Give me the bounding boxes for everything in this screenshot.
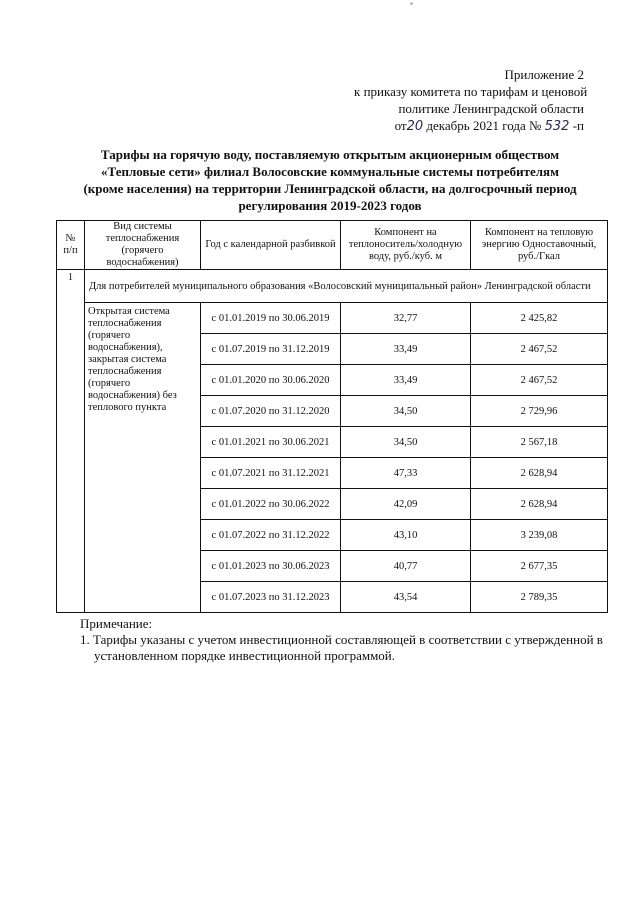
energy-tariff-cell: 2 729,96 (471, 396, 608, 427)
doc-suffix: -п (572, 118, 584, 133)
water-tariff-cell: 32,77 (341, 303, 471, 334)
energy-tariff-cell: 2 467,52 (471, 334, 608, 365)
water-tariff-cell: 40,77 (341, 551, 471, 582)
water-tariff-cell: 47,33 (341, 458, 471, 489)
table-header-row (57, 221, 608, 270)
header-energy-component: Компонент на тепловую энергию Одноставочный, руб./Гкал (471, 221, 608, 270)
document-title (70, 146, 590, 214)
energy-tariff-cell: 2 789,35 (471, 582, 608, 613)
appendix-title: Приложение 2 (504, 67, 584, 82)
note-item-1: 1. Тарифы указаны с учетом инвестиционной составляющей в соответствии с утвержденной в установленном порядке инвестиционной программой. (80, 632, 603, 663)
consumer-description: Для потребителей муниципального образования «Волосовский муниципальный район» Ленинградской области (85, 270, 608, 303)
appendix-order-line: к приказу комитета по тарифам и ценовой (354, 84, 588, 99)
period-cell: с 01.01.2019 по 30.06.2019 (201, 303, 341, 334)
header-system: Вид системы теплоснабжения (горячего водоснабжения) (85, 221, 201, 270)
note-heading: Примечание: (80, 616, 153, 631)
period-cell: с 01.07.2019 по 31.12.2019 (201, 334, 341, 365)
system-type-cell: Открытая система теплоснабжения (горячего водоснабжения), закрытая система теплоснабжения (горячего водоснабжения) без теплового пункта (85, 303, 201, 613)
energy-tariff-cell: 2 628,94 (471, 489, 608, 520)
period-cell: с 01.01.2021 по 30.06.2021 (201, 427, 341, 458)
water-tariff-cell: 42,09 (341, 489, 471, 520)
appendix-block (354, 66, 588, 135)
water-tariff-cell: 33,49 (341, 365, 471, 396)
title-line-4: регулирования 2019-2023 годов (238, 198, 422, 213)
consumer-row (57, 270, 608, 303)
header-npp: № п/п (57, 221, 85, 270)
date-prefix: от (394, 118, 407, 133)
water-tariff-cell: 33,49 (341, 334, 471, 365)
date-rest: декабрь 2021 года № (426, 118, 542, 133)
water-tariff-cell: 34,50 (341, 396, 471, 427)
appendix-date-line (354, 117, 584, 135)
handwritten-day: 20 (406, 119, 424, 134)
tariff-table (56, 220, 608, 613)
period-cell: с 01.01.2020 по 30.06.2020 (201, 365, 341, 396)
appendix-committee-line: политике Ленинградской области (398, 101, 584, 116)
scan-speck (410, 2, 413, 5)
energy-tariff-cell: 2 677,35 (471, 551, 608, 582)
water-tariff-cell: 34,50 (341, 427, 471, 458)
period-cell: с 01.07.2022 по 31.12.2022 (201, 520, 341, 551)
header-period: Год с календарной разбивкой (201, 221, 341, 270)
water-tariff-cell: 43,54 (341, 582, 471, 613)
period-cell: с 01.07.2020 по 31.12.2020 (201, 396, 341, 427)
period-cell: с 01.07.2023 по 31.12.2023 (201, 582, 341, 613)
energy-tariff-cell: 2 567,18 (471, 427, 608, 458)
water-tariff-cell: 43,10 (341, 520, 471, 551)
title-line-3: (кроме населения) на территории Ленинградской области, на долгосрочный период (83, 181, 577, 196)
period-cell: с 01.01.2023 по 30.06.2023 (201, 551, 341, 582)
row-number: 1 (57, 270, 85, 613)
handwritten-number: 532 (544, 119, 570, 134)
period-cell: с 01.01.2022 по 30.06.2022 (201, 489, 341, 520)
title-line-2: «Тепловые сети» филиал Волосовские коммунальные системы потребителям (101, 164, 559, 179)
note-block (80, 616, 610, 664)
table-row (57, 303, 608, 334)
title-line-1: Тарифы на горячую воду, поставляемую открытым акционерным обществом (100, 147, 560, 162)
period-cell: с 01.07.2021 по 31.12.2021 (201, 458, 341, 489)
energy-tariff-cell: 3 239,08 (471, 520, 608, 551)
header-water-component: Компонент на теплоноситель/холодную воду, руб./куб. м (341, 221, 471, 270)
energy-tariff-cell: 2 628,94 (471, 458, 608, 489)
energy-tariff-cell: 2 467,52 (471, 365, 608, 396)
energy-tariff-cell: 2 425,82 (471, 303, 608, 334)
